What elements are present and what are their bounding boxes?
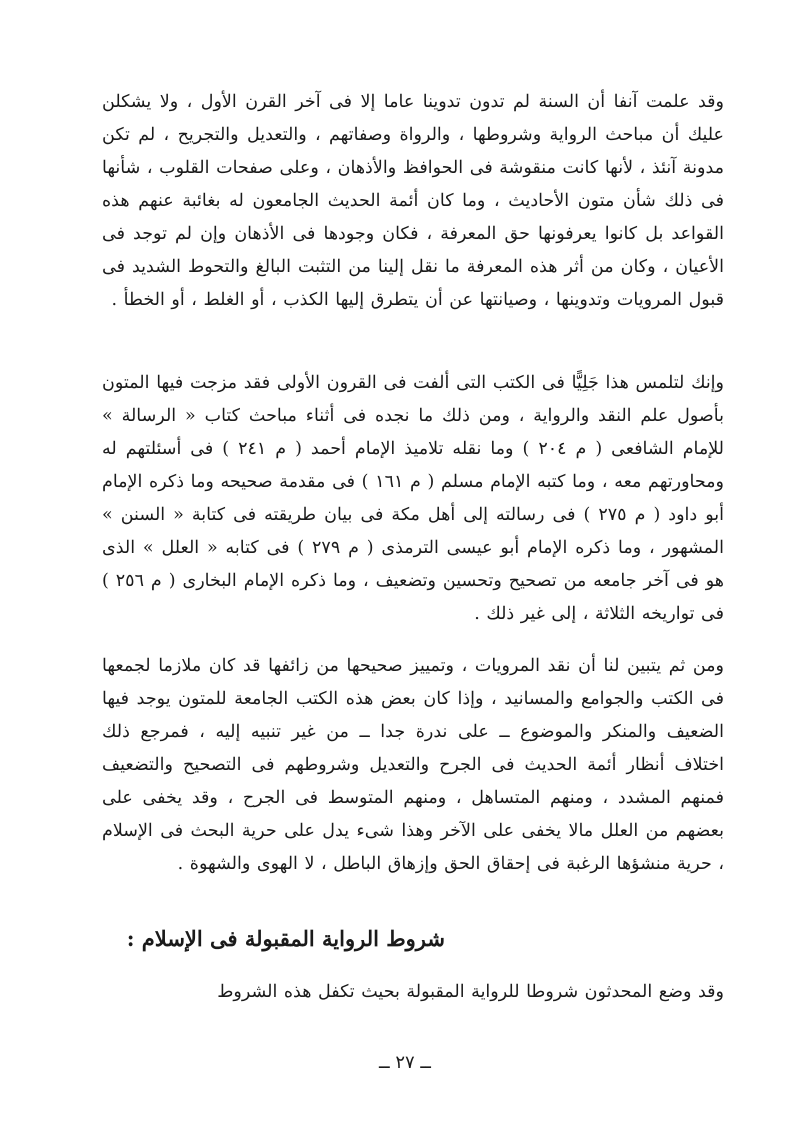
section-heading: شروط الرواية المقبولة فى الإسلام : [126,926,445,951]
paragraph-3: ومن ثم يتبين لنا أن نقد المرويات ، وتمييز صحيحها من زائفها قد كان ملازما لجمعها فى الكتب والجوامع والمسانيد ، وإذا كان بعض هذه الكتب الجامعة للمتون يوجد فيها الضعيف والمنكر والموضوع ــ على ندرة جدا ــ من غير تنبيه إليه ، فمرجع ذلك اختلاف أنظار أئمة الحديث فى الجرح والتعديل وشروطهم فى التصحيح والتضعيف فمنهم المشدد ، ومنهم المتساهل ، ومنهم المتوسط فى الجرح ، وقد يخفى على بعضهم من العلل مالا يخفى على الآخر وهذا شىء يدل على حرية البحث فى الإسلام ، حرية منشؤها الرغبة فى إحقاق الحق وإزهاق الباطل ، لا الهوى والشهوة . [102,656,724,874]
page-number: ــ ٢٧ ــ [379,1052,431,1073]
closing-paragraph: وقد وضع المحدثون شروطا للرواية المقبولة بحيث تكفل هذه الشروط [217,982,724,1002]
paragraph-2: وإنك لتلمس هذا جَلِيًّا فى الكتب التى ألفت فى القرون الأولى فقد مزجت فيها المتون بأصول علم النقد والرواية ، ومن ذلك ما نجده فى أثناء مباحث كتاب « الرسالة » للإمام الشافعى ( م ٢٠٤ ) وما نقله تلاميذ الإمام أحمد ( م ٢٤١ ) فى أسئلتهم له ومحاورتهم معه ، وما كتبه الإمام مسلم ( م ١٦١ ) فى مقدمة صحيحه وما ذكره الإمام أبو داود ( م ٢٧٥ ) فى رسالته إلى أهل مكة فى بيان طريقته فى كتابة « السنن » المشهور ، وما ذكره الإمام أبو عيسى الترمذى ( م ٢٧٩ ) فى كتابه « العلل » الذى هو فى آخر جامعه من تصحيح وتحسين وتضعيف ، وما ذكره الإمام البخارى ( م ٢٥٦ ) فى تواريخه الثلاثة ، إلى غير ذلك . [102,373,725,624]
paragraph-1: وقد علمت آنفا أن السنة لم تدون تدوينا عاما إلا فى آخر القرن الأول ، ولا يشكلن عليك أن مباحث الرواية وشروطها ، والرواة وصفاتهم ، والتعديل والتجريح ، لم تكن مدونة آنئذ ، لأنها كانت منقوشة فى الحوافظ والأذهان ، وعلى صفحات القلوب ، شأنها فى ذلك شأن متون الأحاديث ، وما كان أئمة الحديث الجامعون له بغائبة عنهم هذه القواعد بل كانوا يعرفونها حق المعرفة ، فكان وجودها فى الأذهان وإن لم توجد فى الأعيان ، وكان من أثر هذه المعرفة ما نقل إلينا من التثبت البالغ والتحوط الشديد فى قبول المرويات وتدوينها ، وصيانتها عن أن يتطرق إليها الكذب ، أو الغلط ، أو الخطأ . [102,92,724,310]
